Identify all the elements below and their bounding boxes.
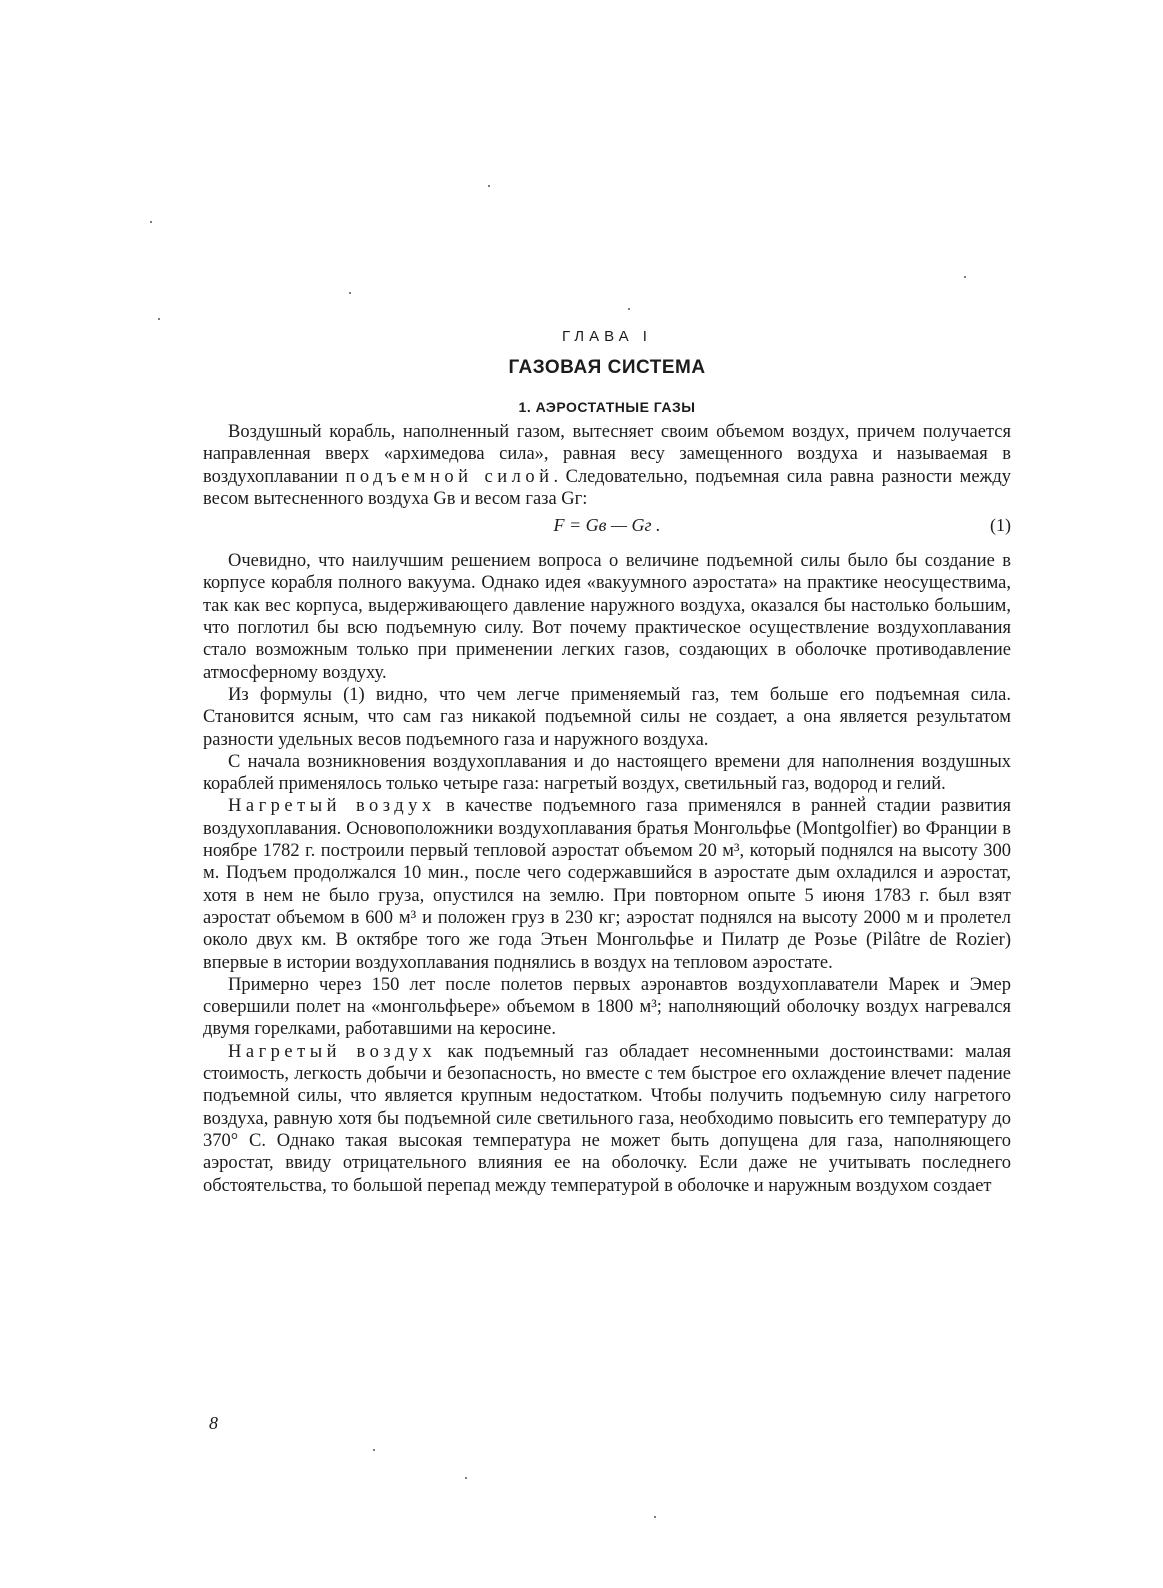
emphasized-term: подъемной силой: [345, 466, 554, 487]
scan-speck: [654, 1516, 656, 1518]
paragraph-6: Примерно через 150 лет после полетов первых аэронавтов воздухоплаватели Марек и Эмер совершили полет на «монгольфьере» объемом в 1800 м³; наполняющий оболочку воздух нагревался двумя горелками, работавшими на керосине.: [203, 974, 1011, 1040]
text-column: [203, 328, 1011, 1197]
formula-expression: F = Gв — Gг .: [553, 515, 661, 536]
scan-speck: [349, 292, 351, 294]
scan-speck: [373, 1449, 375, 1451]
scan-speck: [488, 185, 490, 187]
chapter-number: ГЛАВА I: [562, 328, 652, 345]
section-title: 1. АЭРОСТАТНЫЕ ГАЗЫ: [518, 399, 696, 415]
emphasized-term: Нагретый воздух: [228, 796, 436, 817]
scan-speck: [150, 221, 152, 223]
paragraph-text: в качестве подъемного газа применялся в ранней стадии развития воздухоплавания. Основоположники воздухоплавания братья Монгольфье (Montgolfier) во Франции в ноябре 1782 г. построили первый тепловой аэростат объемом 20 м³, который поднялся на высоту 300 м. Подъем продолжался 10 мин., после чего содержавшийся в аэростате дым охладился и аэростат, хотя в нем не было груза, опустился на землю. При повторном опыте 5 июня 1783 г. был взят аэростат объемом в 600 м³ и положен груз в 230 кг; аэростат поднялся на высоту 2000 м и пролетел около двух км. В октябре того же года Этьен Монгольфье и Пилатр де Розье (Pilâtre de Rozier) впервые в истории воздухоплавания поднялись в воздух на тепловом аэростате.: [203, 796, 1011, 973]
scan-speck: [628, 308, 630, 310]
paragraph-text: . Следовательно, подъемная сила равна разности между весом вытесненного воздуха Gв и весом газа Gг:: [203, 466, 1012, 509]
formula: [203, 514, 1011, 536]
chapter-title: ГАЗОВАЯ СИСТЕМА: [508, 357, 706, 378]
scan-speck: [964, 276, 966, 278]
scan-speck: [158, 318, 160, 320]
page-number: 8: [209, 1413, 218, 1433]
paragraph-5: [203, 795, 1011, 973]
paragraph-7: [203, 1041, 1011, 1197]
emphasized-term: Нагретый воздух: [228, 1041, 437, 1062]
paragraph-1: [203, 421, 1011, 510]
formula-number: (1): [990, 515, 1011, 536]
paragraph-text: как подъемный газ обладает несомненными достоинствами: малая стоимость, легкость добычи и безопасность, но вместе с тем быстрое его охлаждение влечет падение подъемной силы, что является крупным недостатком. Чтобы получить подъемную силу нагретого воздуха, равную хотя бы подъемной силе светильного газа, необходимо повысить его температуру до 370° С. Однако такая высокая температура не может быть допущена для газа, наполняющего аэростат, ввиду отрицательного влияния ее на оболочку. Если даже не учитывать последнего обстоятельства, то большой перепад между температурой в оболочке и наружным воздухом создает: [203, 1041, 1012, 1196]
paragraph-2: Очевидно, что наилучшим решением вопроса о величине подъемной силы было бы создание в корпусе корабля полного вакуума. Однако идея «вакуумного аэростата» на практике неосуществима, так как вес корпуса, выдерживающего давление наружного воздуха, оказался бы настолько большим, что поглотил бы всю подъемную силу. Вот почему практическое осуществление воздухоплавания стало возможным только при применении легких газов, создающих в оболочке противодавление атмосферному воздуху.: [203, 551, 1011, 683]
paragraph-3: Из формулы (1) видно, что чем легче применяемый газ, тем больше его подъемная сила. Становится ясным, что сам газ никакой подъемной силы не создает, а она является результатом разности удельных весов подъемного газа и наружного воздуха.: [203, 684, 1011, 750]
scan-speck: [465, 1477, 467, 1479]
paragraph-text: Воздушный корабль, наполненный газом, вытесняет своим объемом воздух, причем получается направленная вверх «архимедова сила», равная весу замещенного воздуха и называемая в воздухоплавании: [203, 422, 1011, 487]
paragraph-4: С начала возникновения воздухоплавания и до настоящего времени для наполнения воздушных кораблей применялось только четыре газа: нагретый воздух, светильный газ, водород и гелий.: [203, 751, 1011, 795]
